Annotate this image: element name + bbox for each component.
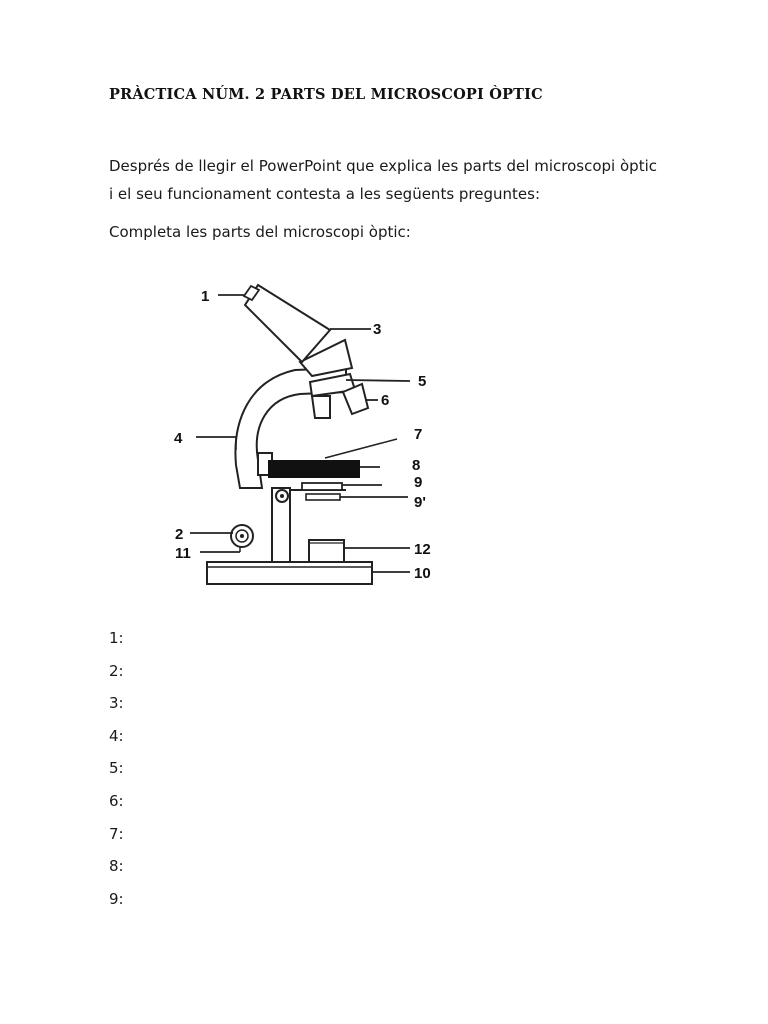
label-6: 6 xyxy=(381,392,390,409)
label-9-prime: 9' xyxy=(414,494,426,511)
instruction-text: Completa les parts del microscopi òptic: xyxy=(109,223,411,241)
condenser xyxy=(302,483,342,490)
label-9: 9 xyxy=(414,474,423,491)
diaphragm xyxy=(306,494,340,500)
label-2: 2 xyxy=(175,526,184,543)
label-12: 12 xyxy=(414,541,431,558)
microscope-figure xyxy=(150,270,450,600)
answer-line-4: 4: xyxy=(109,726,124,745)
page-title: PRÀCTICA NÚM. 2 PARTS DEL MICROSCOPI ÒPTIC xyxy=(109,86,543,103)
stage xyxy=(268,460,360,478)
microscope-diagram xyxy=(150,270,450,600)
label-4: 4 xyxy=(174,430,183,447)
label-7: 7 xyxy=(414,426,423,443)
label-11: 11 xyxy=(175,545,191,562)
objective-lens xyxy=(312,396,330,418)
answer-line-5: 5: xyxy=(109,759,124,778)
answer-line-3: 3: xyxy=(109,694,124,713)
label-5: 5 xyxy=(418,373,427,390)
answer-line-7: 7: xyxy=(109,824,124,843)
intro-paragraph: Després de llegir el PowerPoint que explica les parts del microscopi òptic i el seu funcionament contesta a les següents preguntes: xyxy=(109,157,657,203)
answer-line-9: 9: xyxy=(109,889,124,908)
answer-line-8: 8: xyxy=(109,857,124,876)
answer-list xyxy=(109,624,124,917)
label-10: 10 xyxy=(414,565,431,582)
label-1: 1 xyxy=(201,288,210,305)
answer-line-6: 6: xyxy=(109,791,124,810)
answer-line-2: 2: xyxy=(109,661,124,680)
label-8: 8 xyxy=(412,457,421,474)
eyepiece-tube xyxy=(245,285,330,362)
answer-line-1: 1: xyxy=(109,629,124,647)
microscope-base xyxy=(207,562,372,584)
label-3: 3 xyxy=(373,321,382,338)
